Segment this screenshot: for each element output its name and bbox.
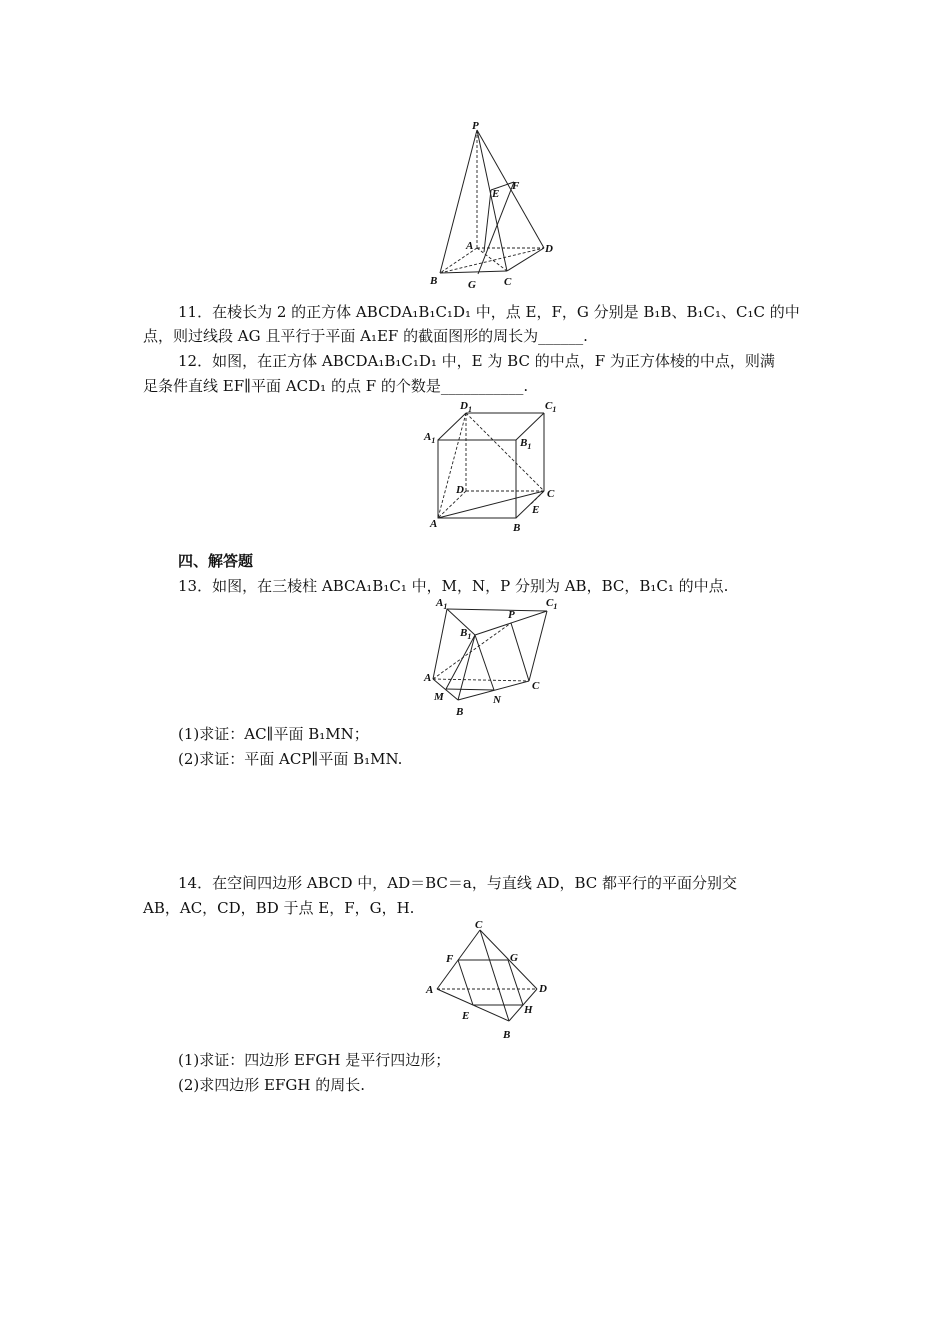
label-A: A <box>426 984 434 996</box>
label-A1: $A_1$ <box>424 431 436 445</box>
q14-part1: (1)求证：四边形 EFGH 是平行四边形； <box>178 1051 451 1069</box>
label-C1: $C_1$ <box>546 597 558 611</box>
label-B: B <box>456 706 464 718</box>
q12-line2: 足条件直线 EF∥平面 ACD₁ 的点 F 的个数是___________. <box>143 377 529 395</box>
q11-line2: 点，则过线段 AG 且平行于平面 A₁EF 的截面图形的周长为______. <box>143 327 588 345</box>
label-G: G <box>468 279 476 291</box>
q11-line1: 11．在棱长为 2 的正方体 ABCDA₁B₁C₁D₁ 中，点 E，F，G 分别是 B₁B、B₁C₁、C₁C 的中 <box>178 303 800 321</box>
q14-line1: 14．在空间四边形 ABCD 中，AD＝BC＝a，与直线 AD，BC 都平行的平面分别交 <box>178 874 738 892</box>
q14-part2: (2)求四边形 EFGH 的周长. <box>178 1076 365 1094</box>
q12-line1: 12．如图，在正方体 ABCDA₁B₁C₁D₁ 中，E 为 BC 的中点，F 为正方体棱的中点，则满 <box>178 352 775 370</box>
label-M: M <box>434 691 444 703</box>
label-F: F <box>446 953 454 965</box>
label-B: B <box>503 1029 511 1041</box>
tetra-figure <box>420 915 560 1045</box>
prism-figure <box>420 593 570 723</box>
label-H: H <box>524 1004 533 1016</box>
q13-part2: (2)求证：平面 ACP∥平面 B₁MN. <box>178 750 403 768</box>
pyramid-figure <box>420 118 560 293</box>
label-A: A <box>430 518 438 530</box>
q13-part1: (1)求证：AC∥平面 B₁MN； <box>178 725 369 743</box>
label-C: C <box>547 488 555 500</box>
label-D: D <box>545 243 553 255</box>
label-B1: $B_1$ <box>520 437 532 451</box>
label-C: C <box>532 680 540 692</box>
label-E: E <box>462 1010 470 1022</box>
label-F: F <box>512 180 520 192</box>
label-G: G <box>510 952 518 964</box>
label-D1: $D_1$ <box>460 400 472 414</box>
label-D: D <box>539 983 547 995</box>
label-A1: $A_1$ <box>436 597 448 611</box>
label-P: P <box>472 120 479 132</box>
label-E: E <box>492 188 500 200</box>
q14-line2: AB，AC，CD，BD 于点 E，F，G，H. <box>143 899 415 917</box>
label-N: N <box>493 694 501 706</box>
label-D: D <box>456 484 464 496</box>
label-A: A <box>466 240 474 252</box>
label-P: P <box>508 609 515 621</box>
label-C1: $C_1$ <box>545 400 557 414</box>
label-B1: $B_1$ <box>460 627 472 641</box>
label-B: B <box>513 522 521 534</box>
label-E: E <box>532 504 540 516</box>
label-C: C <box>475 919 483 931</box>
cube-figure <box>420 395 570 535</box>
label-B: B <box>430 275 438 287</box>
label-A: A <box>424 672 432 684</box>
label-C: C <box>504 276 512 288</box>
q13-stem: 13．如图，在三棱柱 ABCA₁B₁C₁ 中，M，N，P 分别为 AB，BC，B₁C₁ 的中点. <box>178 577 729 595</box>
section-heading: 四、解答题 <box>178 552 254 570</box>
